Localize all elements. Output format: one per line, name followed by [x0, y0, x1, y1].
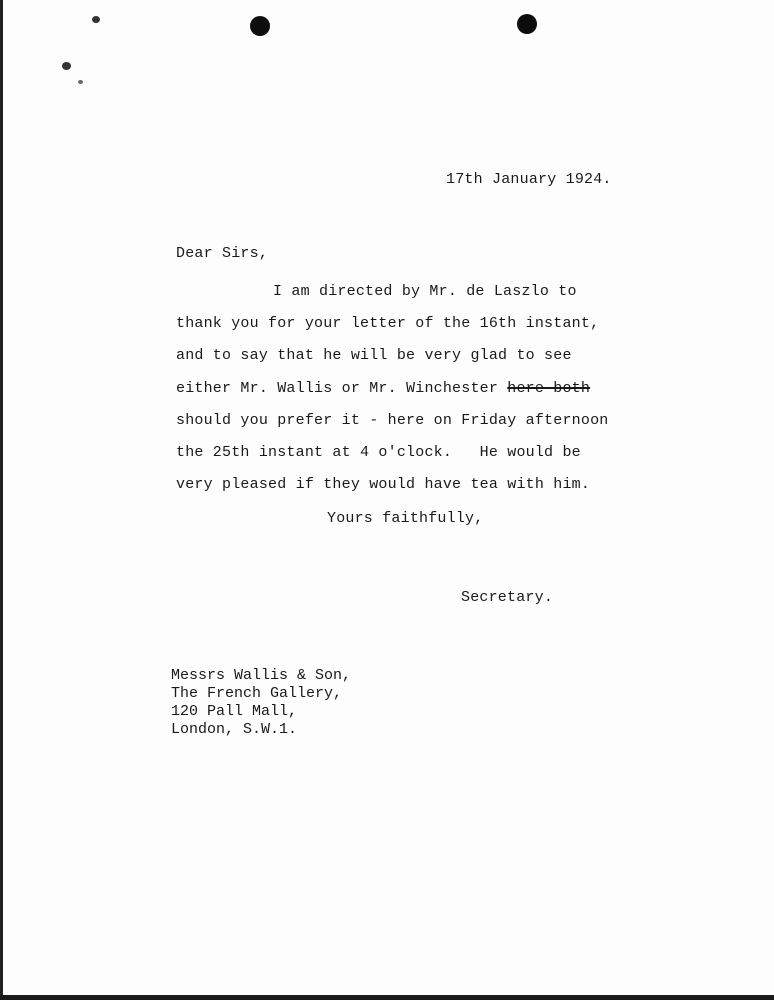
addressee-line-3: 120 Pall Mall, — [171, 703, 298, 720]
letter-date: 17th January 1924. — [446, 171, 612, 188]
closing: Yours faithfully, — [327, 510, 484, 527]
salutation: Dear Sirs, — [176, 245, 269, 262]
struck-out-text: here both — [507, 380, 591, 397]
addressee-block — [171, 667, 351, 739]
body-line-3: and to say that he will be very glad to see — [176, 347, 572, 364]
punch-hole-right — [517, 14, 537, 34]
body-line-2: thank you for your letter of the 16th instant, — [176, 315, 600, 332]
body-line-1: I am directed by Mr. de Laszlo to — [273, 283, 577, 300]
ink-speck — [92, 16, 100, 23]
body-line-4 — [176, 381, 590, 396]
page-bottom-edge — [0, 995, 774, 1000]
body-line-7: very pleased if they would have tea with him. — [176, 476, 591, 493]
addressee-line-4: London, S.W.1. — [171, 721, 298, 738]
addressee-line-1: Messrs Wallis & Son, — [171, 667, 352, 684]
addressee-line-2: The French Gallery, — [171, 685, 343, 702]
signature: Secretary. — [461, 589, 554, 606]
punch-hole-left — [250, 16, 270, 36]
body-line-6: the 25th instant at 4 o'clock. He would be — [176, 444, 581, 461]
ink-speck — [78, 80, 83, 84]
body-line-5: should you prefer it - here on Friday afternoon — [176, 412, 609, 429]
body-line-4-text: either Mr. Wallis or Mr. Winchester — [176, 380, 499, 397]
page-left-edge — [0, 0, 3, 1000]
ink-speck — [62, 62, 71, 70]
